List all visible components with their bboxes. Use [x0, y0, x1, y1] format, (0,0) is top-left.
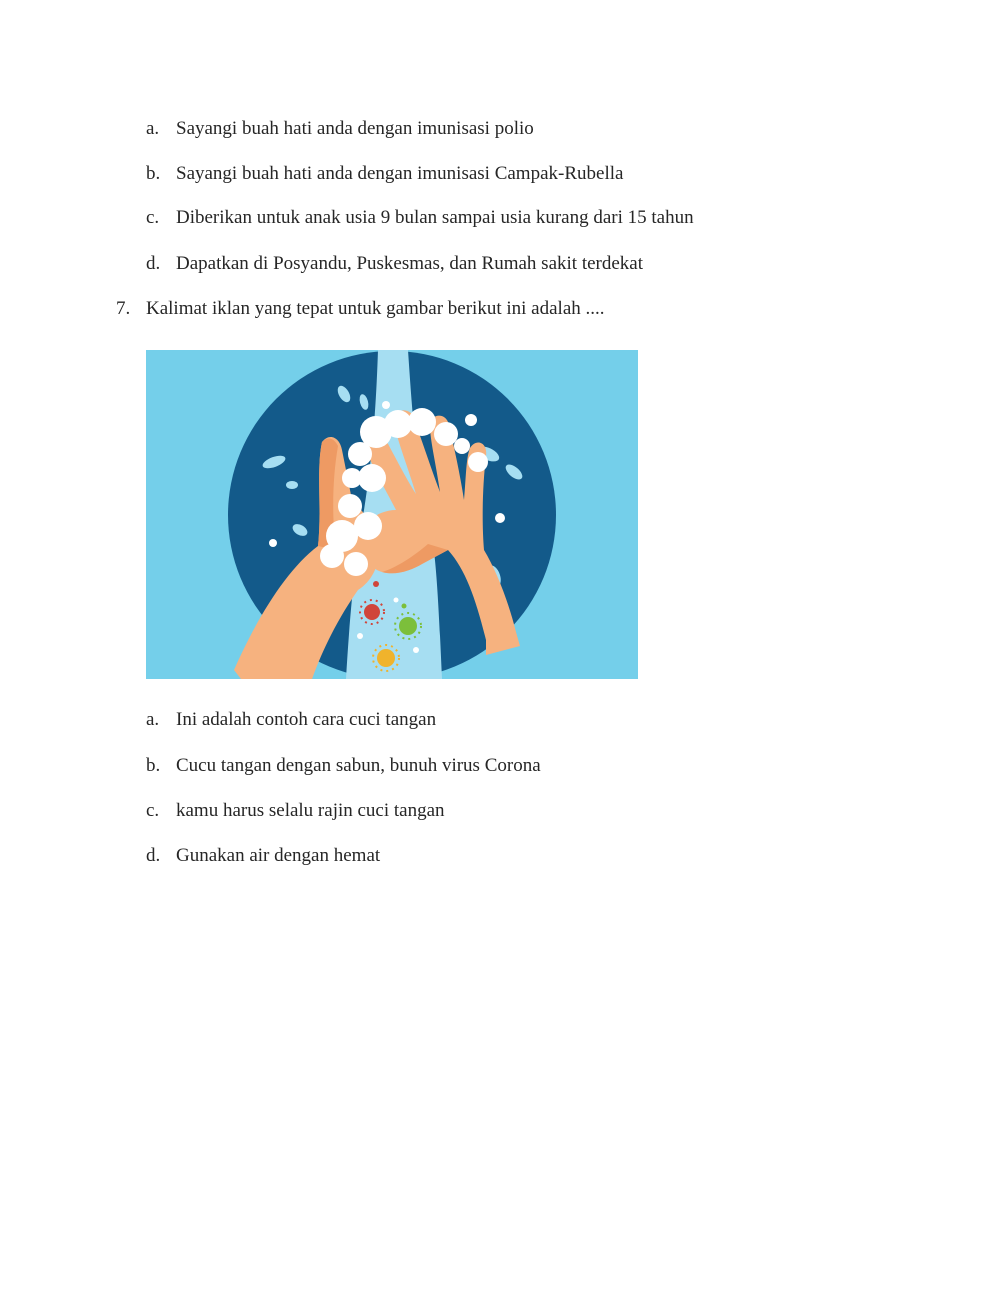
option-text: Cucu tangan dengan sabun, bunuh virus Corona — [176, 755, 541, 776]
option-letter: d. — [146, 253, 161, 274]
option-text: Diberikan untuk anak usia 9 bulan sampai usia kurang dari 15 tahun — [176, 207, 694, 228]
option-7a — [146, 708, 436, 732]
option-letter: d. — [146, 845, 161, 866]
option-letter: b. — [146, 163, 161, 184]
option-letter: c. — [146, 800, 160, 821]
option-6c — [146, 206, 694, 230]
option-text: Sayangi buah hati anda dengan imunisasi Campak-Rubella — [176, 163, 624, 184]
question-number: 7. — [116, 298, 131, 319]
option-6d — [146, 252, 643, 276]
option-text: Gunakan air dengan hemat — [176, 845, 381, 866]
option-letter: c. — [146, 207, 160, 228]
handwashing-icon — [146, 350, 638, 679]
question-7 — [116, 297, 605, 321]
option-text: Ini adalah contoh cara cuci tangan — [176, 709, 437, 730]
option-7c — [146, 799, 445, 823]
option-text: Sayangi buah hati anda dengan imunisasi polio — [176, 118, 534, 139]
option-letter: a. — [146, 709, 160, 730]
option-letter: a. — [146, 118, 160, 139]
handwashing-illustration — [146, 350, 638, 679]
option-text: kamu harus selalu rajin cuci tangan — [176, 800, 445, 821]
option-7d — [146, 844, 380, 868]
option-6b — [146, 162, 623, 186]
option-6a — [146, 117, 534, 141]
option-text: Dapatkan di Posyandu, Puskesmas, dan Rumah sakit terdekat — [176, 253, 644, 274]
option-7b — [146, 754, 541, 778]
question-text: Kalimat iklan yang tepat untuk gambar berikut ini adalah .... — [146, 298, 605, 319]
option-letter: b. — [146, 755, 161, 776]
